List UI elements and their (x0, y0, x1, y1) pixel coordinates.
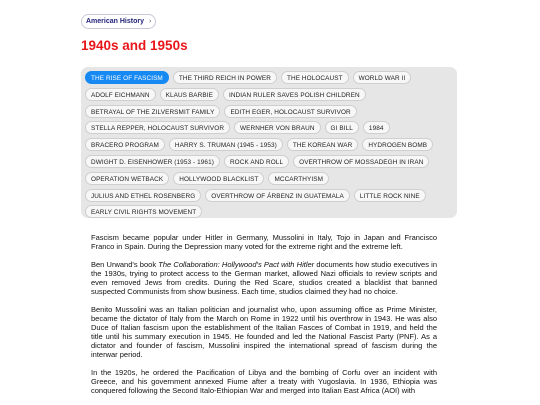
tag-1984[interactable]: 1984 (363, 121, 390, 134)
tag-stella-repper-holocaust-survivor[interactable]: STELLA REPPER, HOLOCAUST SURVIVOR (85, 121, 230, 134)
paragraph-2 (91, 260, 437, 296)
tag-row (85, 205, 453, 218)
tag-overthrow-of-mossadegh-in-iran[interactable]: OVERTHROW OF MOSSADEGH IN IRAN (293, 155, 429, 168)
tag-overthrow-of-rbenz-in-guatemala[interactable]: OVERTHROW OF ÁRBENZ IN GUATEMALA (205, 189, 350, 202)
tag-betrayal-of-the-zilversmit-family[interactable]: BETRAYAL OF THE ZILVERSMIT FAMILY (85, 105, 220, 118)
breadcrumb-american-history[interactable] (81, 14, 156, 29)
book-title: The Collaboration: Hollywood's Pact with Hitler (158, 260, 315, 269)
tag-rock-and-roll[interactable]: ROCK AND ROLL (224, 155, 289, 168)
tag-edith-eger-holocaust-survivor[interactable]: EDITH EGER, HOLOCAUST SURVIVOR (224, 105, 356, 118)
tag-hollywood-blacklist[interactable]: HOLLYWOOD BLACKLIST (173, 172, 264, 185)
paragraph-1: Fascism became popular under Hitler in Germany, Mussolini in Italy, Tojo in Japan and Francisco Franco in Spain. During the Depression many voted for the extreme right and the extreme left. (91, 233, 437, 251)
tag-klaus-barbie[interactable]: KLAUS BARBIE (160, 88, 219, 101)
tag-adolf-eichmann[interactable]: ADOLF EICHMANN (85, 88, 156, 101)
tag-the-third-reich-in-power[interactable]: THE THIRD REICH IN POWER (173, 71, 277, 84)
tag-row (85, 189, 453, 202)
tag-harry-s-truman-1945-1953[interactable]: HARRY S. TRUMAN (1945 - 1953) (169, 138, 283, 151)
tag-the-holocaust[interactable]: THE HOLOCAUST (281, 71, 349, 84)
tag-julius-and-ethel-rosenberg[interactable]: JULIUS AND ETHEL ROSENBERG (85, 189, 201, 202)
tag-the-rise-of-fascism[interactable]: THE RISE OF FASCISM (85, 71, 169, 84)
tag-bracero-program[interactable]: BRACERO PROGRAM (85, 138, 165, 151)
tag-row (85, 172, 453, 185)
tag-row (85, 105, 453, 118)
tag-hydrogen-bomb[interactable]: HYDROGEN BOMB (362, 138, 433, 151)
tag-row (85, 138, 453, 151)
tag-mccarthyism[interactable]: MCCARTHYISM (268, 172, 329, 185)
page-title: 1940s and 1950s (81, 38, 188, 53)
tag-little-rock-nine[interactable]: LITTLE ROCK NINE (354, 189, 426, 202)
paragraph-3: Benito Mussolini was an Italian politician and journalist who, upon assuming office as Prime Minister, became the dictator of Italy from the March on Rome in 1922 until his overthrow in 1943. He was also Duce of Italian fascism upon the establishment of the Italian Fasces of Combat in 1919, and held the title until his summary execution in 1945. He founded and led the National Fascist Party (PNF). As a dictator and founder of fascism, Mussolini inspired the international spread of fascism during the interwar period. (91, 305, 437, 359)
tag-row (85, 88, 453, 101)
tag-indian-ruler-saves-polish-children[interactable]: INDIAN RULER SAVES POLISH CHILDREN (223, 88, 366, 101)
chevron-right-icon: › (148, 18, 152, 25)
tag-row (85, 121, 453, 134)
tag-wernher-von-braun[interactable]: WERNHER VON BRAUN (234, 121, 321, 134)
tag-gi-bill[interactable]: GI BILL (325, 121, 359, 134)
paragraph-4: In the 1920s, he ordered the Pacification of Libya and the bombing of Corfu over an incident with Greece, and his government annexed Fiume after a treaty with Yugoslavia. In 1936, Ethiopia was conquered following the Second Italo-Ethiopian War and merged into Italian East Africa (AOI) with (91, 368, 437, 395)
tag-row (85, 155, 453, 168)
article-content (91, 233, 437, 404)
tag-early-civil-rights-movement[interactable]: EARLY CIVIL RIGHTS MOVEMENT (85, 205, 202, 218)
tag-world-war-ii[interactable]: WORLD WAR II (353, 71, 412, 84)
paragraph-2-text-b: documents how studio executives in the 1930s, trying to protect access to the German market, allowed Nazi officials to review scripts and even removed Jews from credits. During the Red Scare, studios created a blacklist that banned suspected Communists from show business. Each time, studios claimed they had no choice. (91, 260, 437, 296)
topic-tag-panel (81, 67, 457, 218)
tag-dwight-d-eisenhower-1953-1961[interactable]: DWIGHT D. EISENHOWER (1953 - 1961) (85, 155, 220, 168)
breadcrumb-label: American History (86, 18, 144, 25)
paragraph-2-text-a: Ben Urwand's book (91, 260, 159, 269)
tag-the-korean-war[interactable]: THE KOREAN WAR (287, 138, 358, 151)
tag-operation-wetback[interactable]: OPERATION WETBACK (85, 172, 169, 185)
tag-row (85, 71, 453, 84)
